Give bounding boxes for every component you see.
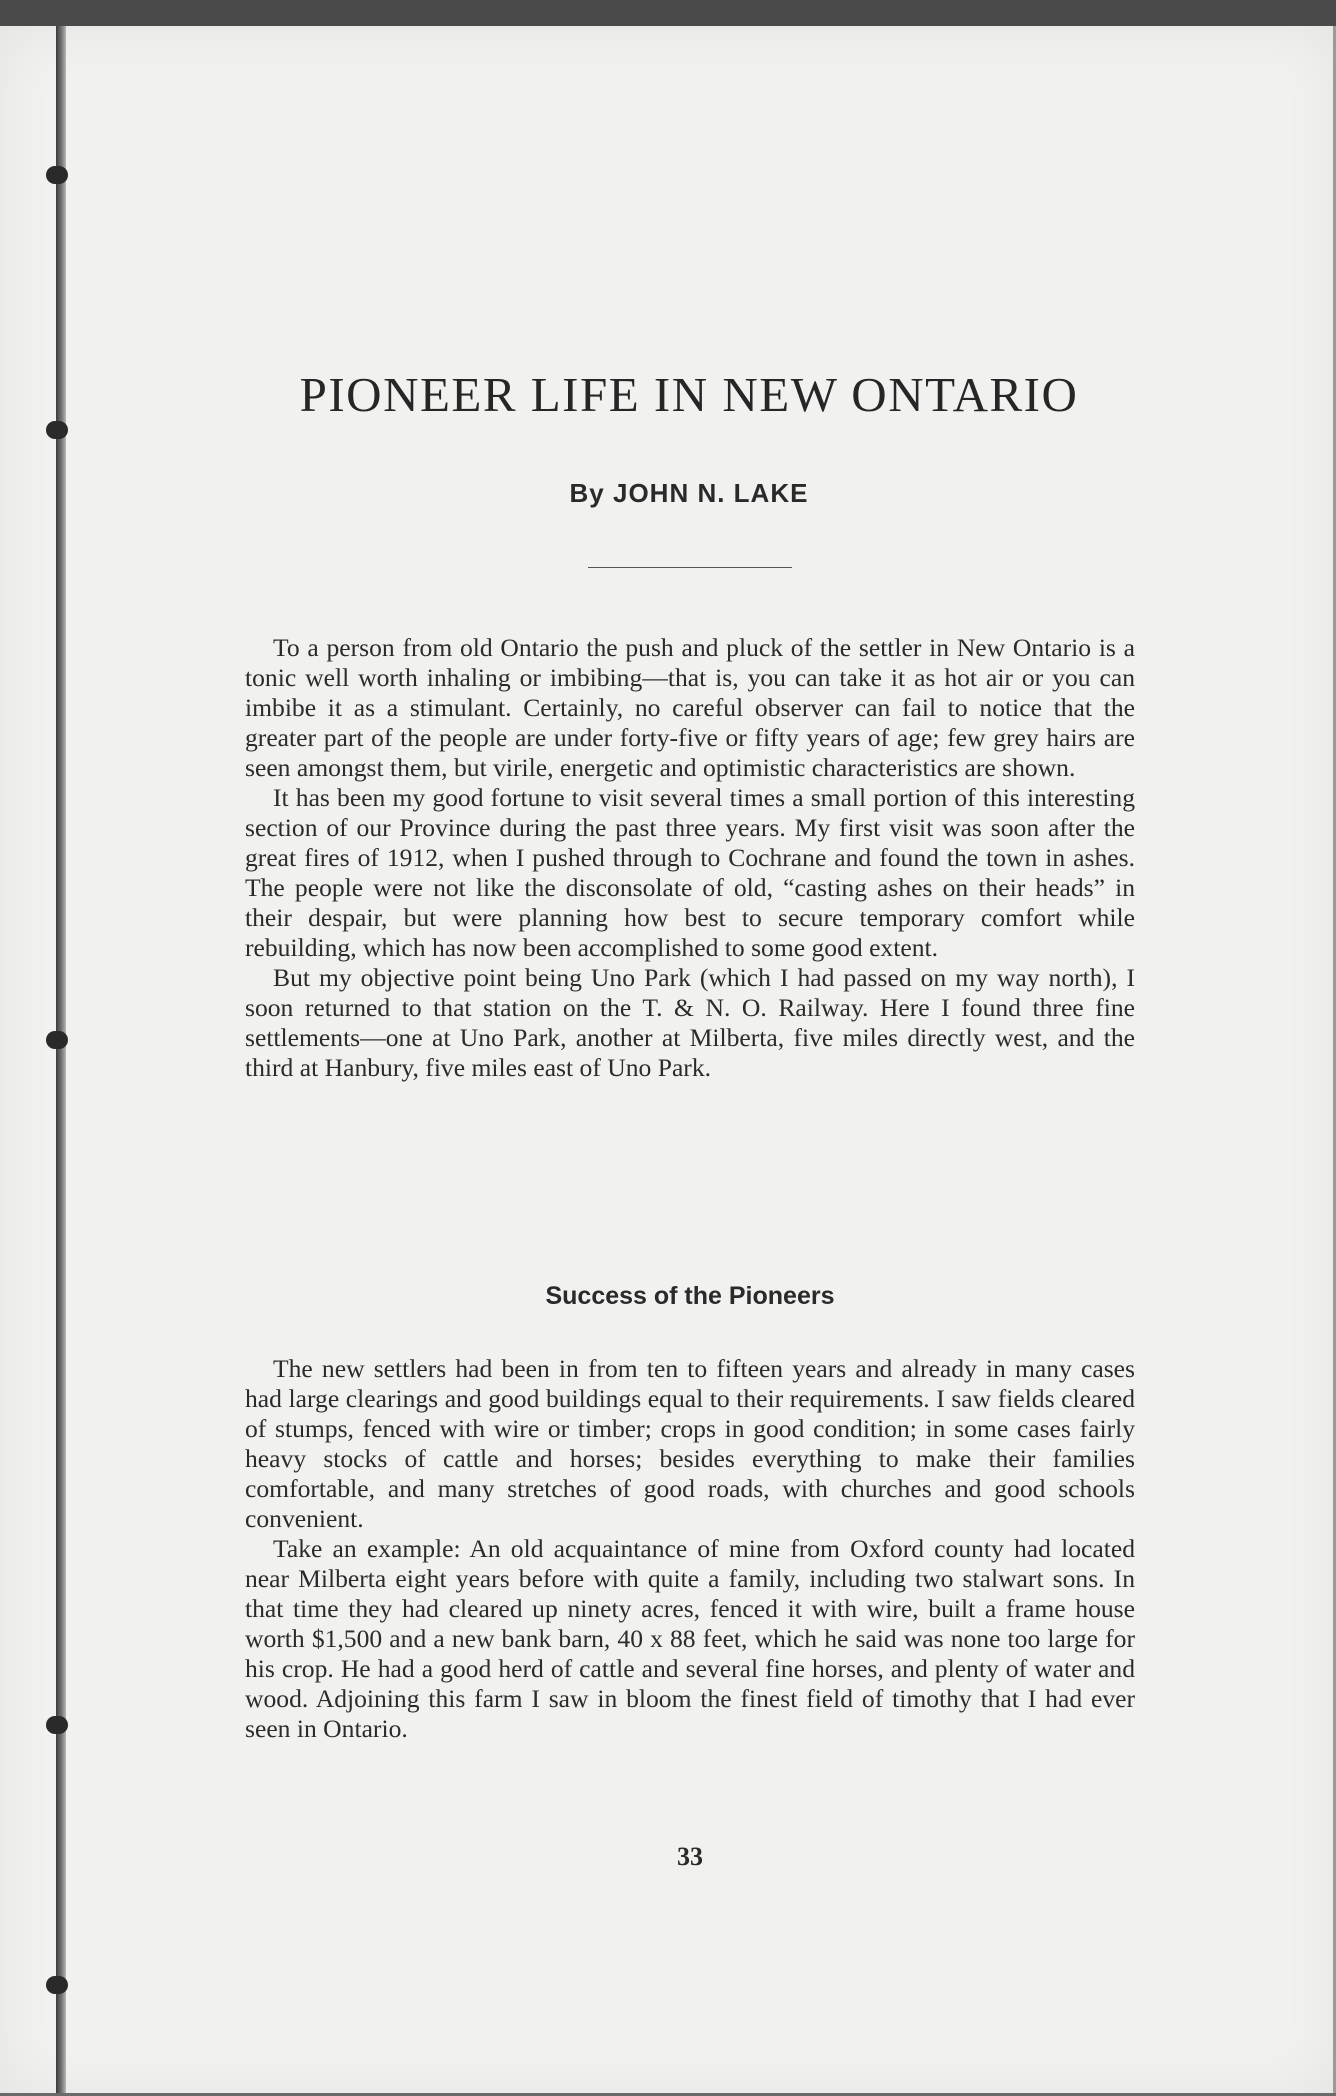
binding-mark	[46, 166, 68, 184]
binding-mark	[46, 1716, 68, 1734]
article-title: PIONEER LIFE IN NEW ONTARIO	[299, 367, 1079, 422]
paragraph: The new settlers had been in from ten to fifteen years and already in many cases had large clearings and good buildings equal to their requirements. I saw fields cleared of stumps, fenced with wire or timber; crops in good condition; in some cases fairly heavy stocks of cattle and horses; besides everything to make their families comfortable, and many stretches of good roads, with churches and good schools convenient.	[245, 1354, 1135, 1533]
article-byline: By JOHN N. LAKE	[569, 478, 809, 508]
binding-mark	[46, 1976, 68, 1994]
paragraph: Take an example: An old acquaintance of mine from Oxford county had located near Milberta eight years before with quite a family, including two stalwart sons. In that time they had cleared up ninety acres, fenced it with wire, built a frame house worth $1,500 and a new bank barn, 40 x 88 feet, which he said was none too large for his crop. He had a good herd of cattle and several fine horses, and plenty of water and wood. Adjoining this farm I saw in bloom the finest field of timothy that I had ever seen in Ontario.	[245, 1534, 1135, 1743]
paragraph: It has been my good fortune to visit several times a small portion of this interesting section of our Province during the past three years. My first visit was soon after the great fires of 1912, when I pushed through to Cochrane and found the town in ashes. The people were not like the disconsolate of old, “casting ashes on their heads” in their despair, but were planning how best to secure temporary comfort while rebuilding, which has now been accomplished to some good extent.	[245, 783, 1135, 962]
success-text-block	[245, 1354, 1135, 1744]
intro-text-block	[245, 633, 1135, 1083]
section-heading: Success of the Pioneers	[545, 1282, 835, 1310]
page-number: 33	[677, 1842, 703, 1871]
page-binding-edge	[56, 26, 66, 2096]
binding-mark	[46, 1031, 68, 1049]
paragraph: To a person from old Ontario the push and pluck of the settler in New Ontario is a tonic well worth inhaling or imbibing—that is, you can take it as hot air or you can imbibe it as a stimulant. Certainly, no careful observer can fail to notice that the greater part of the people are under forty-five or fifty years of age; few grey hairs are seen amongst them, but virile, energetic and optimistic characteristics are shown.	[245, 633, 1135, 782]
paragraph: But my objective point being Uno Park (which I had passed on my way north), I soon returned to that station on the T. & N. O. Railway. Here I found three fine settlements—one at Uno Park, another at Milberta, five miles directly west, and the third at Hanbury, five miles east of Uno Park.	[245, 963, 1135, 1082]
binding-mark	[46, 421, 68, 439]
title-divider	[588, 567, 792, 568]
